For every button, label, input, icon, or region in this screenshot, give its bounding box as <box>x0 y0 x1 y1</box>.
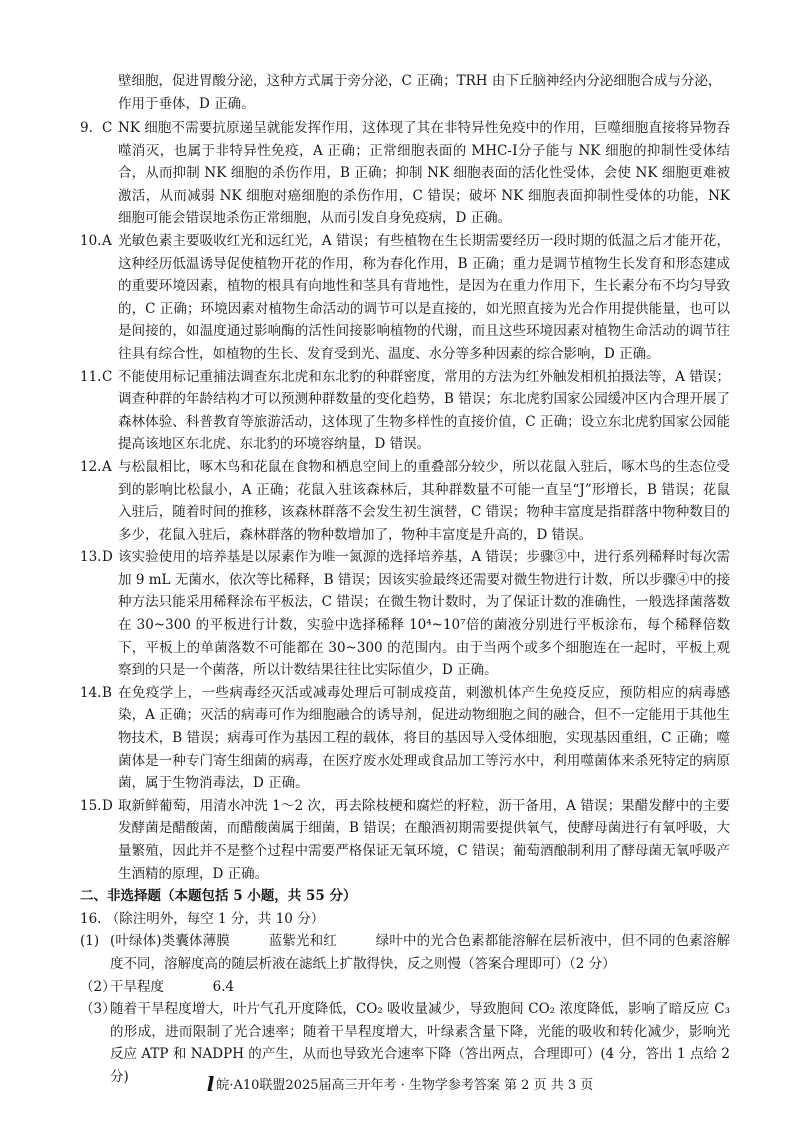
item-explanation: 在免疫学上，一些病毒经灭活或减毒处理后可制成疫苗，刺激机体产生免疫反应，预防相应的病毒感染，A 正确；灭活的病毒可作为细胞融合的诱导剂，促进动物细胞之间的融合，但不一定能用于其他生物技术，B 错误；病毒可作为基因工程的载体，将目的基因导入受体细胞，实现基因重组，C 正确；噬菌体是一种专门寄生细菌的病毒，在医疗废水处理或食品加工等污水中，利用噬菌体来杀死特定的病原菌，属于生物消毒法，D 正确。 <box>118 684 730 792</box>
item-number: 12. <box>80 458 102 475</box>
item-answer: B <box>102 684 112 701</box>
q16-answer-2b: 6.4 <box>212 978 235 995</box>
answer-item-13 <box>80 546 730 682</box>
item-answer: C <box>102 368 113 385</box>
q16-answer-1b: 蓝紫光和红 <box>268 933 337 950</box>
item-explanation: 该实验使用的培养基是以尿素作为唯一氮源的选择培养基，A 错误；步骤③中，进行系列稀释时每次需加 9 mL 无菌水，依次等比稀释，B 错误；因该实验最终还需要对微生物进行计数，所以步骤④中的接种方法只能采用稀释涂布平板法，C 错误；在微生物计数时，为了保证计数的准确性，一般选择菌落数在 30~300 的平板进行计数，实验中选择稀释 10⁴~10⁷倍的菌液分别进行平板涂布，每个稀释倍数下，平板上的单菌落数不可能都在 30~300 的范围内。由于当两个或多个细胞连在一起时，平板上观察到的只是一个菌落，所以计数结果往往比实际值少，D 正确。 <box>118 549 730 679</box>
part-label: （2） <box>80 978 116 995</box>
item-answer: A <box>102 458 112 475</box>
item-answer: C <box>102 120 113 136</box>
question-16 <box>80 908 730 1089</box>
part-label: （3） <box>80 1001 116 1018</box>
item-number: 11. <box>80 368 102 385</box>
answer-item-14 <box>80 682 730 795</box>
q16-header: 16. （除注明外，每空 1 分，共 10 分） <box>80 910 325 927</box>
continuation-line-1: 壁细胞，促进胃酸分泌，这种方式属于旁分泌，C 正确；TRH 由下丘脑神经内分泌细胞合成与分泌， <box>118 73 722 89</box>
item-number: 10. <box>80 232 102 249</box>
item-explanation: 取新鲜葡萄，用清水冲洗 1～2 次，再去除枝梗和腐烂的籽粒，沥干备用，A 错误；果醋发酵中的主要发酵菌是醋酸菌，而醋酸菌属于细菌，B 错误；在酿酒初期需要提供氧气，使酵母菌进行有氧呼吸，大量繁殖，因此并不是整个过程中需要严格保证无氧环境，C 错误；葡萄酒酿制利用了酵母菌无氧呼吸产生酒精的原理，D 正确。 <box>118 797 730 882</box>
answer-item-12 <box>80 456 730 546</box>
continuation-line-2: 作用于垂体，D 正确。 <box>118 95 255 112</box>
item-explanation: 与松鼠相比，啄木鸟和花鼠在食物和栖息空间上的重叠部分较少，所以花鼠入驻后，啄木鸟的生态位受到的影响比松鼠小，A 正确；花鼠入驻该森林后，其种群数量不可能一直呈“J”形增长，B 错误；花鼠入驻后，随着时间的推移，该森林群落不会发生初生演替，C 错误；物种丰富度是指群落中物种数目的多少，花鼠入驻后，森林群落的物种数增加了，物种丰富度是升高的，D 错误。 <box>118 458 730 543</box>
q16-answer-1a: (叶绿体)类囊体薄膜 <box>110 933 230 950</box>
answer-list <box>80 117 730 1089</box>
answer-item-11 <box>80 366 730 456</box>
item-answer: D <box>102 549 113 566</box>
q16-answer-1c: 绿叶中的光合色素都能溶解在层析液中，但不同的色素溶解度不同，溶解度高的随层析液在滤纸上扩散得快，反之则慢（答案合理即可）（2 分） <box>110 933 731 972</box>
answer-item-9 <box>80 117 730 230</box>
publisher-logo: l <box>206 1072 215 1096</box>
item-number: 15. <box>80 797 102 814</box>
q16-part-2 <box>80 976 730 999</box>
q16-part-1 <box>80 930 730 975</box>
q16-answer-3: 随着干旱程度增大，叶片气孔开度降低，CO₂ 吸收量减少，导致胞间 CO₂ 浓度降低，影响了暗反应 C₃ 的形成，进而限制了光合速率；随着干旱程度增大，叶绿素含量下降，光能的吸收和转化减少，影响光反应 ATP 和 NADPH 的产生，从而也导致光合速率下降（答出两点，合理即可）(4 分，答出 1 点给 2 分) <box>110 1001 730 1085</box>
item-explanation: NK 细胞不需要抗原递呈就能发挥作用，这体现了其在非特异性免疫中的作用，巨噬细胞直接将异物吞噬消灭，也属于非特异性免疫，A 正确；正常细胞表面的 MHC-Ⅰ分子能与 NK 细胞的抑制性受体结合，从而抑制 NK 细胞的杀伤作用，B 正确；抑制 NK 细胞表面的活化性受体，会使 NK 细胞更难被激活，从而减弱 NK 细胞对癌细胞的杀伤作用，C 错误；破坏 NK 细胞表面抑制性受体的功能，NK 细胞可能会错误地杀伤正常细胞，从而引发自身免疫病，D 正确。 <box>118 120 730 227</box>
item-number: 9. <box>80 120 93 136</box>
item-number: 14. <box>80 684 102 701</box>
page-footer <box>0 1072 800 1096</box>
item-answer: A <box>102 232 112 249</box>
item-answer: D <box>102 797 113 814</box>
answer-item-10 <box>80 230 730 366</box>
q16-answer-2a: 干旱程度 <box>110 978 164 995</box>
part-label: (1) <box>80 933 100 950</box>
continuation-block <box>80 70 730 115</box>
item-number: 13. <box>80 549 102 566</box>
footer-text: 皖·A10联盟2025届高三开年考 · 生物学参考答案 第 2 页 共 3 页 <box>216 1078 594 1093</box>
item-explanation: 不能使用标记重捕法调查东北虎和东北豹的种群密度，常用的方法为红外触发相机拍摄法等，A 错误；调查种群的年龄结构才可以预测种群数量的变化趋势，B 错误；东北虎豹国家公园缓冲区内合理开展了森林体验、科普教育等旅游活动，这体现了生物多样性的直接价值，C 正确；设立东北虎豹国家公园能提高该地区东北虎、东北豹的环境容纳量，D 错误。 <box>118 368 730 453</box>
answer-item-15 <box>80 795 730 885</box>
section-heading: 二、非选择题（本题包括 5 小题，共 55 分） <box>80 888 357 905</box>
item-explanation: 光敏色素主要吸收红光和远红光，A 错误；有些植物在生长期需要经历一段时期的低温之后才能开花，这种经历低温诱导促使植物开花的作用，称为春化作用，B 正确；重力是调节植物生长发育和形态建成的重要环境因素，植物的根具有向地性和茎具有背地性，是因为在重力作用下，生长素分布不均匀导致的，C 正确；环境因素对植物生命活动的调节可以是直接的，如光照直接为光合作用提供能量，也可以是间接的，如温度通过影响酶的活性间接影响植物的代谢，而且这些环境因素对植物生命活动的调节往往具有综合性，如植物的生长、发育受到光、温度、水分等多种因素的综合影响，D 正确。 <box>118 232 730 362</box>
